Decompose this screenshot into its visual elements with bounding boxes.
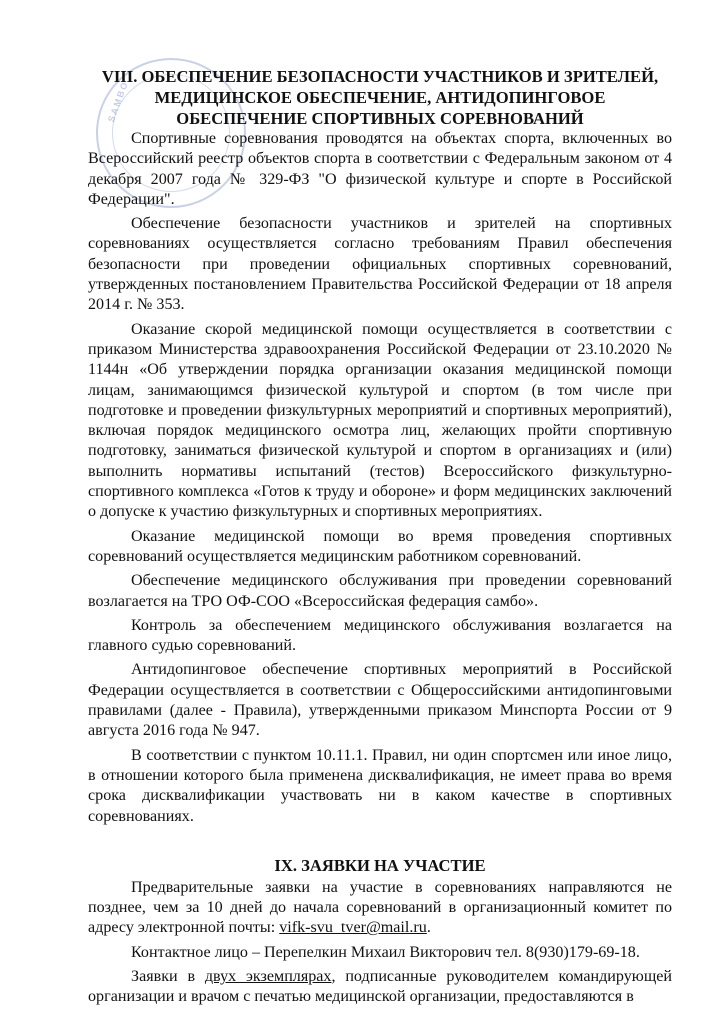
section-8-paragraph-6: Контроль за обеспечением медицинского обслуживания возлагается на главного судью соревнований. — [88, 616, 672, 655]
document-content — [88, 66, 672, 1012]
section-8-paragraph-3: Оказание скорой медицинской помощи осуществляется в соответствии с приказом Министерства здравоохранения Российской Федерации от 23.10.2020 № 1144н «Об утверждении порядка организации оказания медицинской помощи лицам, занимающимся физической культурой и спортом (в том числе при подготовке и проведении физкультурных мероприятий и спортивных мероприятий), включая порядок медицинского осмотра лиц, желающих пройти спортивную подготовку, заниматься физической культурой и спортом в организациях и (или) выполнить нормативы испытаний (тестов) Всероссийского физкультурно-спортивного комплекса «Готов к труду и обороне» и форм медицинских заключений о допуске к участию физкультурных и спортивных мероприятиях. — [88, 320, 672, 521]
section-8-paragraph-1: Спортивные соревнования проводятся на объектах спорта, включенных во Всероссийский реестр объектов спорта в соответствии с Федеральным законом от 4 декабря 2007 года № 329-ФЗ "О физической культуре и спорте в Российской Федерации". — [88, 130, 672, 208]
section-8-paragraph-2: Обеспечение безопасности участников и зрителей на спортивных соревнованиях осуществляется согласно требованиям Правил обеспечения безопасности при проведении официальных спортивных соревнований, утвержденных постановлением Правительства Российской Федерации от 18 апреля 2014 г. № 353. — [88, 215, 672, 314]
section-9-paragraph-1-end: . — [426, 919, 431, 937]
stamp-text: SAMBO — [106, 79, 131, 124]
section-8-heading-line-2: МЕДИЦИНСКОЕ ОБЕСПЕЧЕНИЕ, АНТИДОПИНГОВОЕ — [154, 88, 606, 107]
section-8-paragraph-7: Антидопинговое обеспечение спортивных мероприятий в Российской Федерации осуществляется в соответствии с Общероссийскими антидопинговыми правилами (далее - Правила), утвержденными приказом Минспорта России от 9 августа 2016 года № 947. — [88, 661, 672, 740]
section-8-paragraph-8: В соответствии с пунктом 10.11.1. Правил, ни один спортсмен или иное лицо, в отношении которого была применена дисквалификация, не имеет права во время срока дисквалификации участвовать ни в каком качестве в спортивных соревнованиях. — [88, 746, 672, 825]
contact-email-link[interactable]: vifk-svu_tver@mail.ru — [279, 919, 427, 937]
section-9-paragraph-3 — [88, 967, 672, 1008]
two-copies-underlined: двух экземплярах — [204, 967, 332, 985]
section-9-paragraph-1-text: Предварительные заявки на участие в соревнованиях направляются не позднее, чем за 10 дней до начала соревнований в организационный комитет по адресу электронной почты: — [88, 878, 672, 937]
section-8-heading-line-1: VIII. ОБЕСПЕЧЕНИЕ БЕЗОПАСНОСТИ УЧАСТНИКОВ И ЗРИТЕЛЕЙ, — [101, 67, 659, 86]
section-9-paragraph-3-start: Заявки в — [131, 967, 205, 985]
section-9-paragraph-2: Контактное лицо – Перепелкин Михаил Викторович тел. 8(930)179-69-18. — [131, 943, 640, 961]
section-8-paragraph-5: Обеспечение медицинского обслуживания при проведении соревнований возлагается на ТРО ОФ-СОО «Всероссийская федерация самбо». — [88, 572, 672, 610]
section-8-heading — [88, 66, 672, 129]
section-9-paragraph-1 — [88, 878, 672, 939]
section-9-paragraph-3-rest: , подписанные руководителем командирующей организации и врачом с печатью медицинской организации, предоставляются в — [88, 967, 672, 1006]
section-8-heading-line-3: ОБЕСПЕЧЕНИЕ СПОРТИВНЫХ СОРЕВНОВАНИЙ — [176, 109, 584, 128]
section-9-heading: IX. ЗАЯВКИ НА УЧАСТИЕ — [274, 855, 486, 875]
section-8-paragraph-4: Оказание медицинской помощи во время проведения спортивных соревнований осуществляется медицинским работником соревнований. — [88, 527, 672, 565]
